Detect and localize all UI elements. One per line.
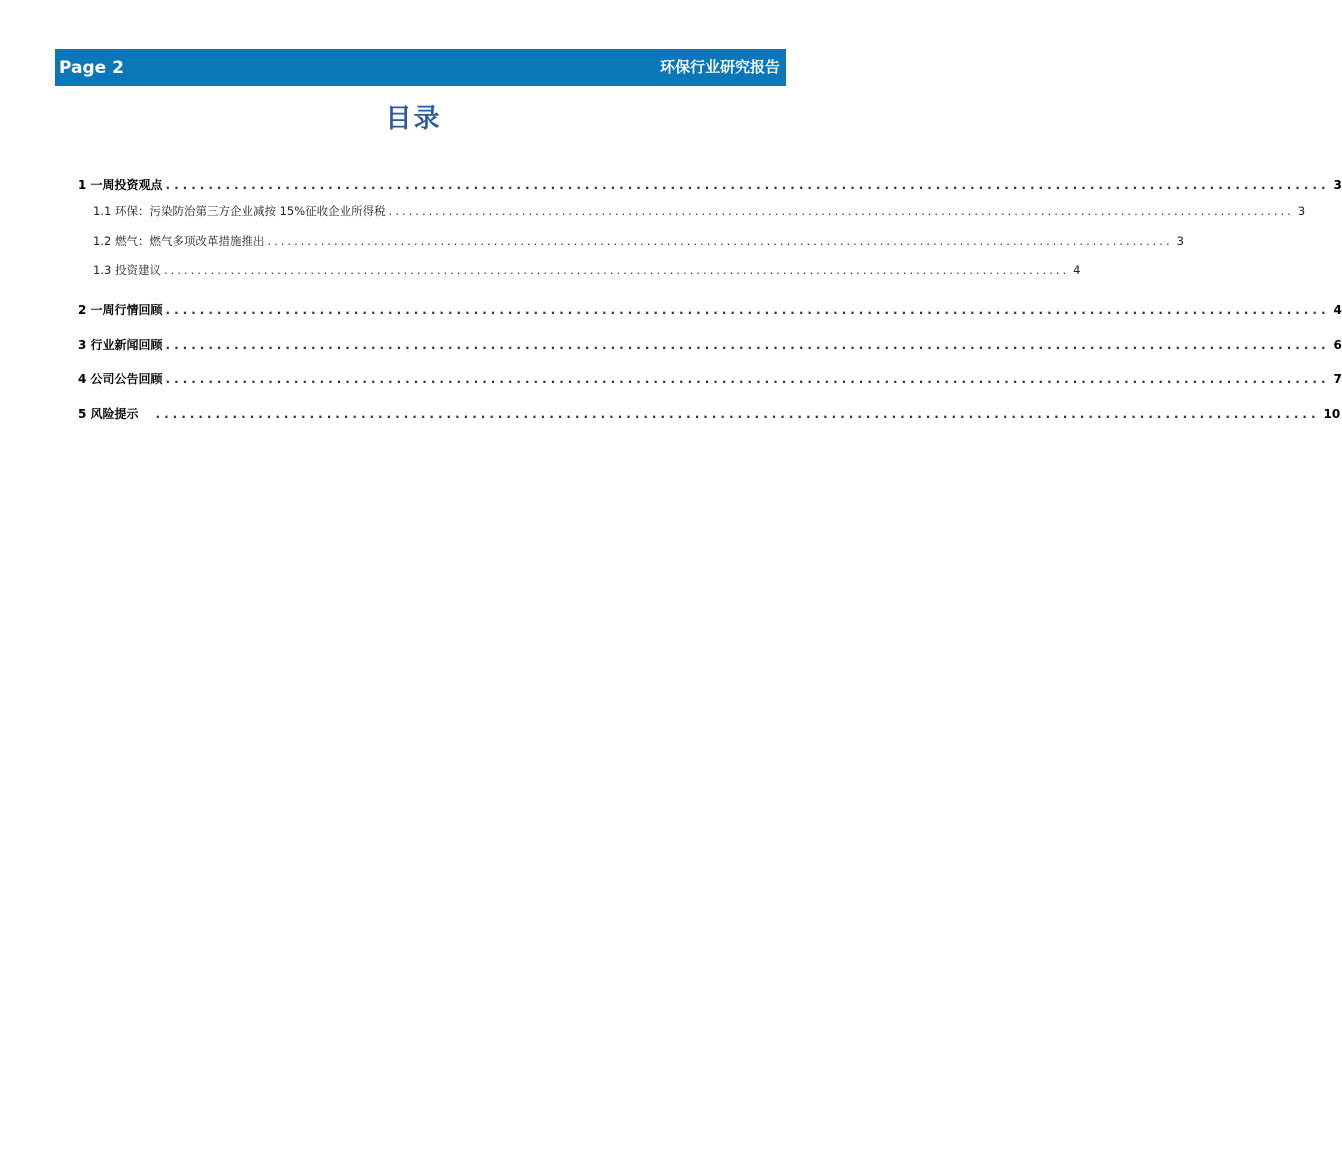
toc-leader-dots: ........................................................................................................................................ (165, 178, 1330, 192)
toc-leader-dots: ........................................................................................................................................ (163, 263, 1070, 277)
toc-entry[interactable] (78, 406, 1341, 422)
toc-entry[interactable] (93, 262, 1081, 278)
toc-entry-label: 1.3 投资建议 (93, 263, 161, 277)
toc-entry-page: 10 (1323, 407, 1341, 421)
toc-entry-label: 2 一周行情回顾 (78, 303, 163, 317)
toc-entry-page: 6 (1333, 338, 1342, 352)
toc-entry[interactable] (78, 177, 1342, 193)
toc-entry[interactable] (78, 337, 1342, 353)
report-title: 环保行业研究报告 (659, 58, 780, 76)
toc-leader-dots: ........................................................................................................................................ (267, 234, 1173, 248)
toc-entry-page: 4 (1073, 263, 1081, 277)
toc-entry[interactable] (93, 233, 1184, 249)
toc-leader-dots: ........................................................................................................................................ (165, 303, 1330, 317)
toc-entry-page: 4 (1333, 303, 1342, 317)
toc-entry-label: 1.1 环保：污染防治第三方企业减按 15%征收企业所得税 (93, 204, 386, 218)
toc-entry-label: 4 公司公告回顾 (78, 372, 163, 386)
toc-leader-dots: ........................................................................................................................................ (165, 372, 1330, 386)
toc-entry[interactable] (78, 302, 1342, 318)
toc-leader-dots: ........................................................................................................................................ (165, 338, 1330, 352)
toc-entry-label: 1.2 燃气：燃气多项改革措施推出 (93, 234, 265, 248)
page-number-label: Page 2 (59, 58, 124, 78)
toc-entry[interactable] (93, 203, 1306, 219)
toc-entry[interactable] (78, 371, 1342, 387)
toc-entry-label: 3 行业新闻回顾 (78, 338, 163, 352)
toc-entry-label: 1 一周投资观点 (78, 178, 163, 192)
toc-entry-page: 3 (1333, 178, 1342, 192)
toc-entry-page: 7 (1333, 372, 1342, 386)
toc-entry-page: 3 (1176, 234, 1184, 248)
toc-heading: 目录 (385, 104, 442, 134)
toc-leader-dots: ........................................................................................................................................ (388, 204, 1294, 218)
toc-entry-page: 3 (1297, 204, 1306, 218)
toc-leader-dots: ........................................................................................................................................ (155, 407, 1320, 421)
toc-entry-label: 5 风险提示 (78, 407, 139, 421)
